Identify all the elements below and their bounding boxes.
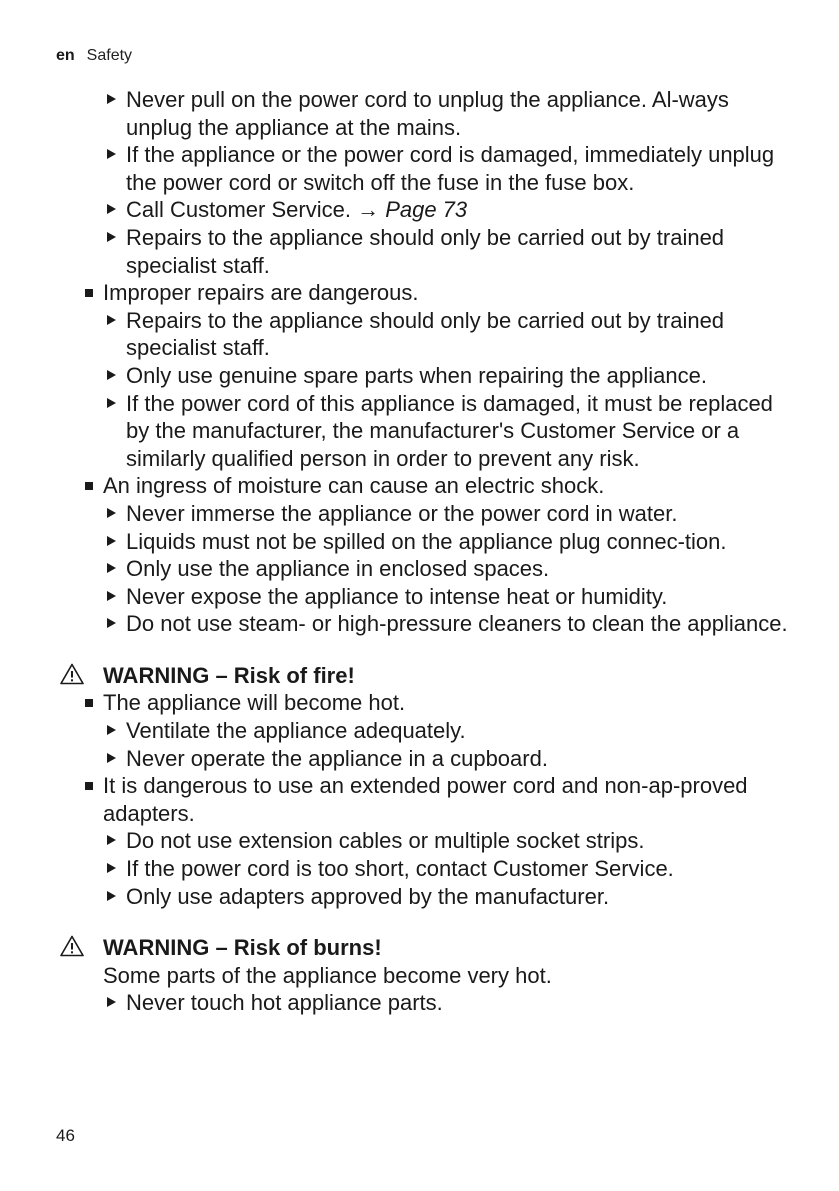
- instruction-item: Liquids must not be spilled on the appliance plug connec-tion.: [56, 528, 796, 556]
- instruction-item: Only use the appliance in enclosed spaces.: [56, 555, 796, 583]
- instruction-item: Never expose the appliance to intense heat or humidity.: [56, 583, 796, 611]
- warning-heading-burns: [56, 934, 796, 962]
- instruction-item: Ventilate the appliance adequately.: [56, 717, 796, 745]
- warning-title: WARNING – Risk of burns!: [103, 935, 382, 961]
- instruction-item: If the power cord is too short, contact Customer Service.: [56, 855, 796, 883]
- instruction-item: Never immerse the appliance or the power cord in water.: [56, 500, 796, 528]
- hazard-item: It is dangerous to use an extended power cord and non-ap-proved adapters.: [56, 772, 796, 827]
- instruction-text: Call Customer Service.: [126, 197, 351, 223]
- warning-title: WARNING – Risk of fire!: [103, 662, 355, 688]
- warning-heading-fire: [56, 662, 796, 690]
- instruction-item: Repairs to the appliance should only be carried out by trained specialist staff.: [56, 224, 796, 279]
- hazard-item: The appliance will become hot.: [56, 689, 796, 717]
- instruction-item: [56, 196, 796, 224]
- instruction-item: If the power cord of this appliance is damaged, it must be replaced by the manufacturer, the manufacturer's Customer Service or a similarly qualified person in order to prevent any risk.: [56, 390, 796, 473]
- hazard-item: An ingress of moisture can cause an electric shock.: [56, 472, 796, 500]
- warning-triangle-icon: [60, 935, 84, 957]
- hazard-item: Improper repairs are dangerous.: [56, 279, 796, 307]
- instruction-item: Repairs to the appliance should only be carried out by trained specialist staff.: [56, 307, 796, 362]
- instruction-item: Do not use extension cables or multiple socket strips.: [56, 827, 796, 855]
- warning-triangle-icon: [60, 663, 84, 685]
- hazard-text: Some parts of the appliance become very hot.: [103, 962, 552, 988]
- instruction-item: Never operate the appliance in a cupboard.: [56, 745, 796, 773]
- page-reference-link[interactable]: → Page 73: [357, 197, 468, 223]
- instruction-item: Only use genuine spare parts when repairing the appliance.: [56, 362, 796, 390]
- safety-content: [56, 86, 796, 1017]
- instruction-item: Only use adapters approved by the manufacturer.: [56, 883, 796, 911]
- section-title: Safety: [86, 47, 133, 64]
- page-header: [56, 47, 132, 65]
- instruction-item: Never touch hot appliance parts.: [56, 989, 796, 1017]
- page-number: 46: [56, 1126, 75, 1145]
- instruction-item: Never pull on the power cord to unplug the appliance. Al-ways unplug the appliance at the mains.: [56, 86, 796, 141]
- instruction-item: Do not use steam- or high-pressure cleaners to clean the appliance.: [56, 610, 796, 638]
- language-code: en: [56, 47, 75, 64]
- instruction-item: If the appliance or the power cord is damaged, immediately unplug the power cord or switch off the fuse in the fuse box.: [56, 141, 796, 196]
